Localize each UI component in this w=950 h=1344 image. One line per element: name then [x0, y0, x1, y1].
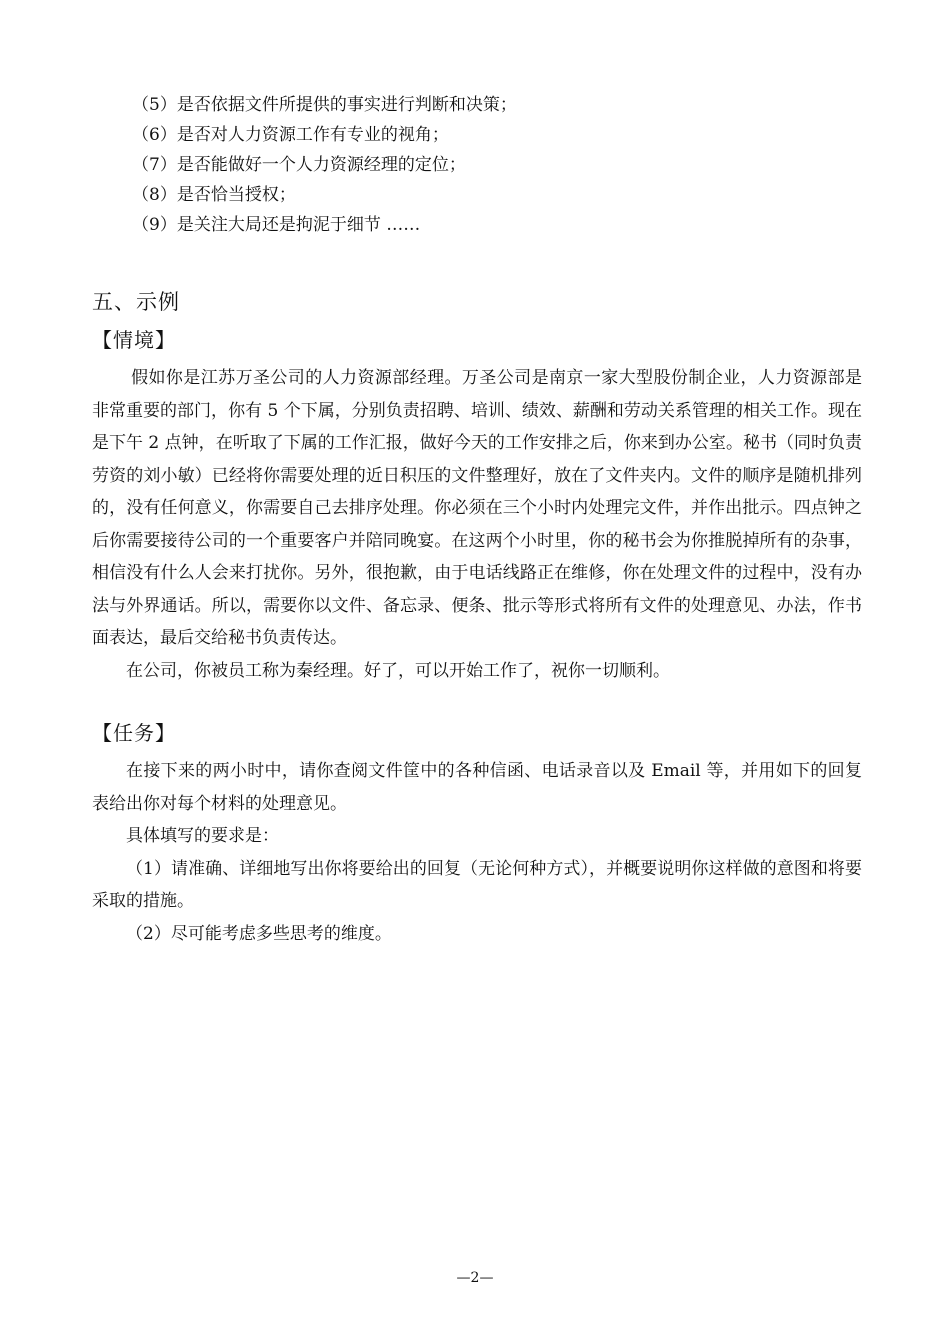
list-item: （7）是否能做好一个人力资源经理的定位；: [132, 155, 466, 175]
task-paragraph: （2）尽可能考虑多些思考的维度。: [126, 923, 392, 944]
situation-paragraph: 在公司，你被员工称为秦经理。好了，可以开始工作了，祝你一切顺利。: [126, 660, 670, 681]
situation-paragraph: 假如你是江苏万圣公司的人力资源部经理。万圣公司是南京一家大型股份制企业，人力资源部是非常重要的部门，你有 5 个下属，分别负责招聘、培训、绩效、薪酬和劳动关系管理的相关工作。现在是下午 2 点钟，在听取了下属的工作汇报，做好今天的工作安排之后，你来到办公室。秘书（同时负责劳资的刘小敏）已经将你需要处理的近日积压的文件整理好，放在了文件夹内。文件的顺序是随机排列的，没有任何意义，你需要自己去排序处理。你必须在三个小时内处理完文件，并作出批示。四点钟之后你需要接待公司的一个重要客户并陪同晚宴。在这两个小时里，你的秘书会为你推脱掉所有的杂事，相信没有什么人会来打扰你。另外，很抱歉，由于电话线路正在维修，你在处理文件的过程中，没有办法与外界通话。所以，需要你以文件、备忘录、便条、批示等形式将所有文件的处理意见、办法，作书面表达，最后交给秘书负责传达。: [92, 368, 862, 648]
situation-heading: 【情境】: [92, 328, 176, 352]
evaluation-criteria-list: [92, 90, 862, 240]
task-paragraph: 在接下来的两小时中，请你查阅文件筐中的各种信函、电话录音以及 Email 等，并用如下的回复表给出你对每个材料的处理意见。: [92, 761, 862, 814]
list-item: （9）是关注大局还是拘泥于细节 ……: [132, 215, 421, 235]
list-item: （8）是否恰当授权；: [132, 185, 296, 205]
section-heading-example: 五、示例: [92, 290, 180, 314]
list-item: （5）是否依据文件所提供的事实进行判断和决策；: [132, 95, 517, 115]
page-number: —2—: [456, 1270, 494, 1286]
task-paragraph: （1）请准确、详细地写出你将要给出的回复（无论何种方式），并概要说明你这样做的意图和将要采取的措施。: [92, 858, 862, 911]
page-content: [92, 90, 862, 950]
list-item: （6）是否对人力资源工作有专业的视角；: [132, 125, 449, 145]
task-paragraph: 具体填写的要求是：: [126, 826, 279, 846]
task-heading: 【任务】: [92, 721, 176, 745]
